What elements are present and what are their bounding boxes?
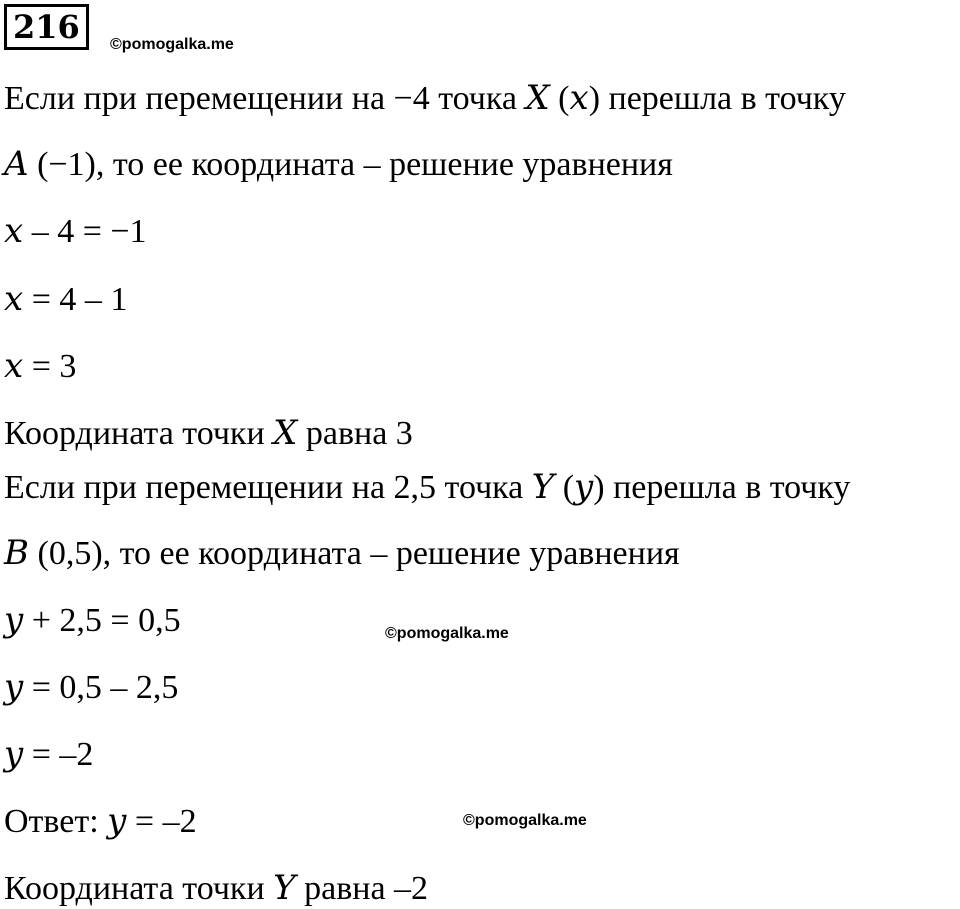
text-line: [4, 533, 680, 574]
equation-line: [4, 667, 178, 708]
text-segment: = 4 – 1: [23, 281, 128, 318]
text-segment: равна –2: [295, 870, 429, 907]
text-segment: Координата точки: [4, 415, 274, 452]
equation-line: [4, 346, 76, 387]
math-variable: y: [4, 667, 24, 707]
text-segment: ) перешла в точку: [593, 469, 851, 506]
math-variable: B: [4, 533, 29, 573]
equation-line: [4, 211, 147, 252]
text-segment: = –2: [126, 803, 197, 840]
math-variable: y: [574, 467, 594, 507]
text-line: [4, 144, 673, 185]
text-line: [4, 413, 413, 454]
answer-line: [4, 801, 197, 842]
text-segment: Если при перемещении на 2,5 точка: [4, 469, 532, 506]
text-segment: = 3: [23, 348, 77, 385]
math-variable: y: [4, 734, 24, 774]
text-segment: – 4 = −1: [23, 213, 147, 250]
problem-number: 216: [4, 4, 89, 50]
watermark: ©pomogalka.me: [385, 625, 509, 642]
math-variable: y: [4, 600, 24, 640]
math-variable: x: [569, 78, 589, 118]
text-segment: равна 3: [297, 415, 413, 452]
text-segment: ) перешла в точку: [588, 80, 846, 117]
watermark: ©pomogalka.me: [110, 36, 234, 53]
text-segment: (: [549, 80, 570, 117]
math-variable: x: [4, 346, 24, 386]
text-segment: Координата точки: [4, 870, 274, 907]
equation-line: [4, 600, 181, 641]
text-line: [4, 467, 850, 508]
text-segment: = 0,5 – 2,5: [23, 669, 179, 706]
text-segment: (0,5), то ее координата – решение уравнения: [29, 535, 680, 572]
equation-line: [4, 734, 93, 775]
text-segment: (−1), то ее координата – решение уравнения: [28, 146, 673, 183]
text-segment: (: [554, 469, 575, 506]
text-segment: Если при перемещении на −4 точка: [4, 80, 526, 117]
math-variable: X: [525, 78, 550, 118]
text-segment: + 2,5 = 0,5: [23, 602, 181, 639]
equation-line: [4, 279, 127, 320]
math-variable: y: [107, 801, 127, 841]
text-segment: Ответ:: [4, 803, 108, 840]
text-segment: = –2: [23, 736, 94, 773]
math-variable: Y: [531, 467, 555, 507]
math-variable: x: [4, 279, 24, 319]
math-variable: A: [4, 144, 29, 184]
text-line: [4, 78, 846, 119]
math-variable: X: [273, 413, 298, 453]
text-line: [4, 868, 428, 909]
math-variable: x: [4, 211, 24, 251]
watermark: ©pomogalka.me: [463, 812, 587, 829]
math-variable: Y: [273, 868, 296, 908]
